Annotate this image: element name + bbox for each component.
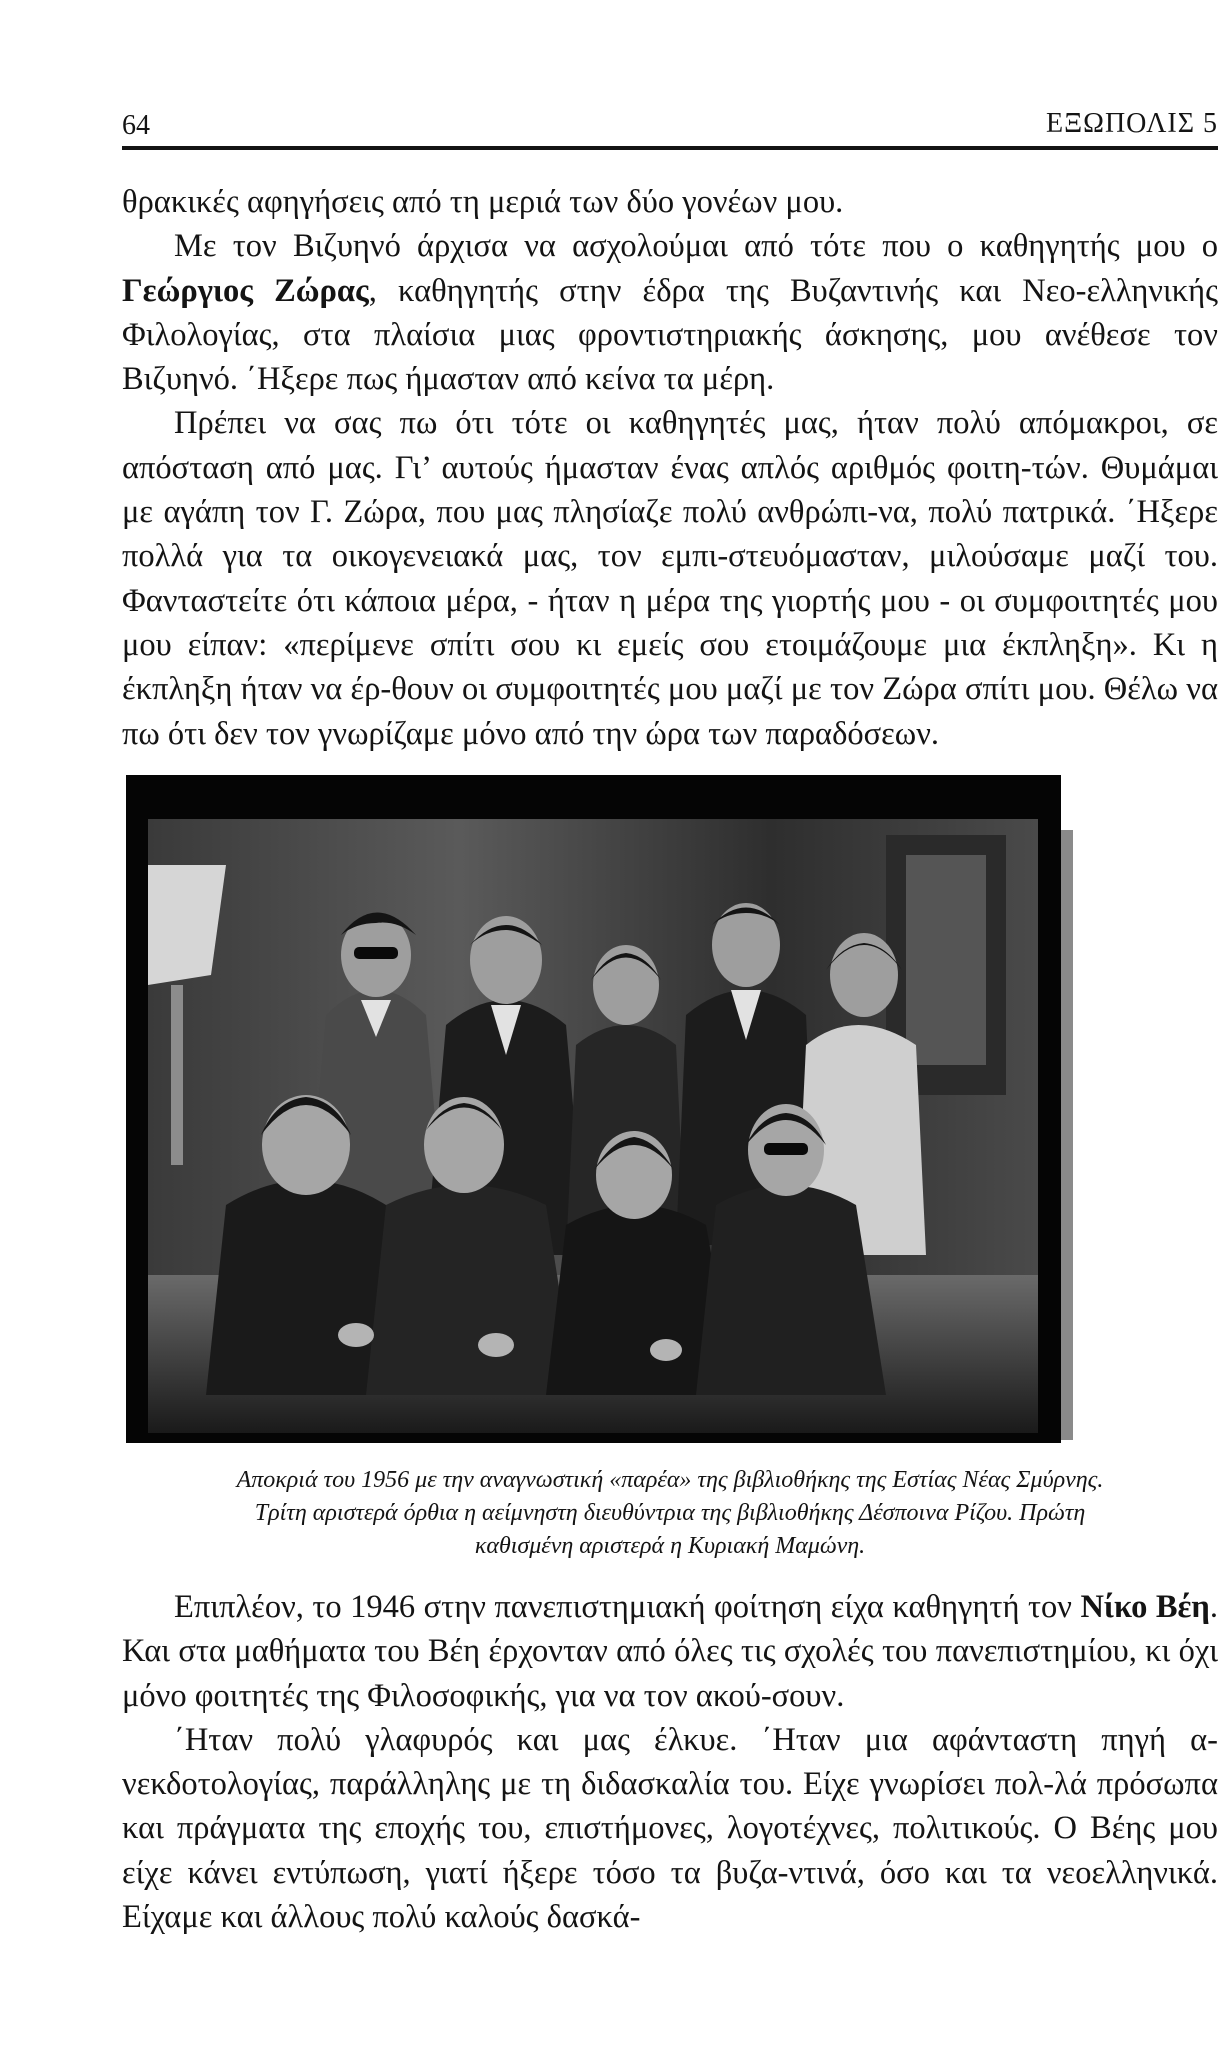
header-rule (122, 146, 1218, 150)
group-photograph (126, 775, 1061, 1443)
body-paragraph (122, 401, 1218, 755)
photo-caption (122, 1464, 1218, 1563)
bottom-text-block (122, 1585, 1218, 1939)
body-paragraph (122, 224, 1218, 401)
page-number: 64 (122, 110, 150, 141)
body-paragraph (122, 1718, 1218, 1939)
body-paragraph (122, 180, 1218, 224)
caption-line: Αποκριά του 1956 με την αναγνωστική «παρέα» της βιβλιοθήκης της Εστίας Νέας Σμύρνης. (236, 1467, 1104, 1493)
page-header (122, 98, 1218, 150)
text-run: Με τον Βιζυηνό άρχισα να ασχολούμαι από τότε που ο καθηγητής μου ο (174, 228, 1218, 265)
bold-name: Γεώργιος Ζώρας (122, 272, 369, 309)
caption-line: καθισμένη αριστερά η Κυριακή Μαμώνη. (474, 1533, 866, 1559)
text-run: , καθηγητής στην έδρα της Βυζαντινής και Νεο-ελληνικής Φιλολογίας, στα πλαίσια μιας φροντιστηριακής άσκησης, μου ανέθεσε τον Βιζυηνό. ΄Ηξερε πως ήμασταν από κείνα τα μέρη. (122, 272, 1218, 398)
photograph-image (126, 775, 1061, 1443)
text-run: Πρέπει να σας πω ότι τότε οι καθηγητές μας, ήταν πολύ απόμακροι, σε απόσταση από μας. Γι’ αυτούς ήμασταν ένας απλός αριθμός φοιτη-τών. Θυμάμαι με αγάπη τον Γ. Ζώρα, που μας πλησίαζε πολύ ανθρώπι-να, πολύ πατρικά. ΄Ηξερε πολλά για τα οικογενειακά μας, τον εμπι-στευόμασταν, μιλούσαμε μαζί του. Φανταστείτε ότι κάποια μέρα, - ήταν η μέρα της γιορτής μου - οι συμφοιτητές μου μου είπαν: «περίμενε σπίτι σου κι εμείς σου ετοιμάζουμε μια έκπληξη». Κι η έκπληξη ήταν να έρ-θουν οι συμφοιτητές μου μαζί με τον Ζώρα σπίτι μου. Θέλω να πω ότι δεν τον γνωρίζαμε μόνο από την ώρα των παραδόσεων. (122, 405, 1218, 752)
text-run: . Και στα μαθήματα του Βέη έρχονταν από όλες τις σχολές του πανεπιστημίου, κι όχι μόνο φοιτητές της Φιλοσοφικής, για να τον ακού-σουν. (122, 1589, 1218, 1714)
text-run: θρακικές αφηγήσεις από τη μεριά των δύο γονέων μου. (122, 184, 844, 220)
text-run: Επιπλέον, το 1946 στην πανεπιστημιακή φοίτηση είχα καθηγητή τον (174, 1589, 1081, 1625)
running-head: ΕΞΩΠΟΛΙΣ 5 (1046, 108, 1218, 139)
caption-line: Τρίτη αριστερά όρθια η αείμνηστη διευθύντρια της βιβλιοθήκης Δέσποινα Ρίζου. Πρώτη (254, 1500, 1086, 1526)
top-text-block (122, 180, 1218, 756)
body-paragraph (122, 1585, 1218, 1718)
text-run: ΄Ηταν πολύ γλαφυρός και μας έλκυε. ΄Ηταν μια αφάνταστη πηγή α-νεκδοτολογίας, παράλληλης με τη διδασκαλία του. Είχε γνωρίσει πολ-λά πρόσωπα και πράγματα της εποχής του, επιστήμονες, λογοτέχνες, πολιτικούς. Ο Βέης μου είχε κάνει εντύπωση, γιατί ήξερε τόσο τα βυζα-ντινά, όσο και τα νεοελληνικά. Είχαμε και άλλους πολύ καλούς δασκά- (122, 1721, 1218, 1936)
bold-name: Νίκο Βέη (1080, 1589, 1210, 1625)
photo-edge (1061, 830, 1073, 1440)
